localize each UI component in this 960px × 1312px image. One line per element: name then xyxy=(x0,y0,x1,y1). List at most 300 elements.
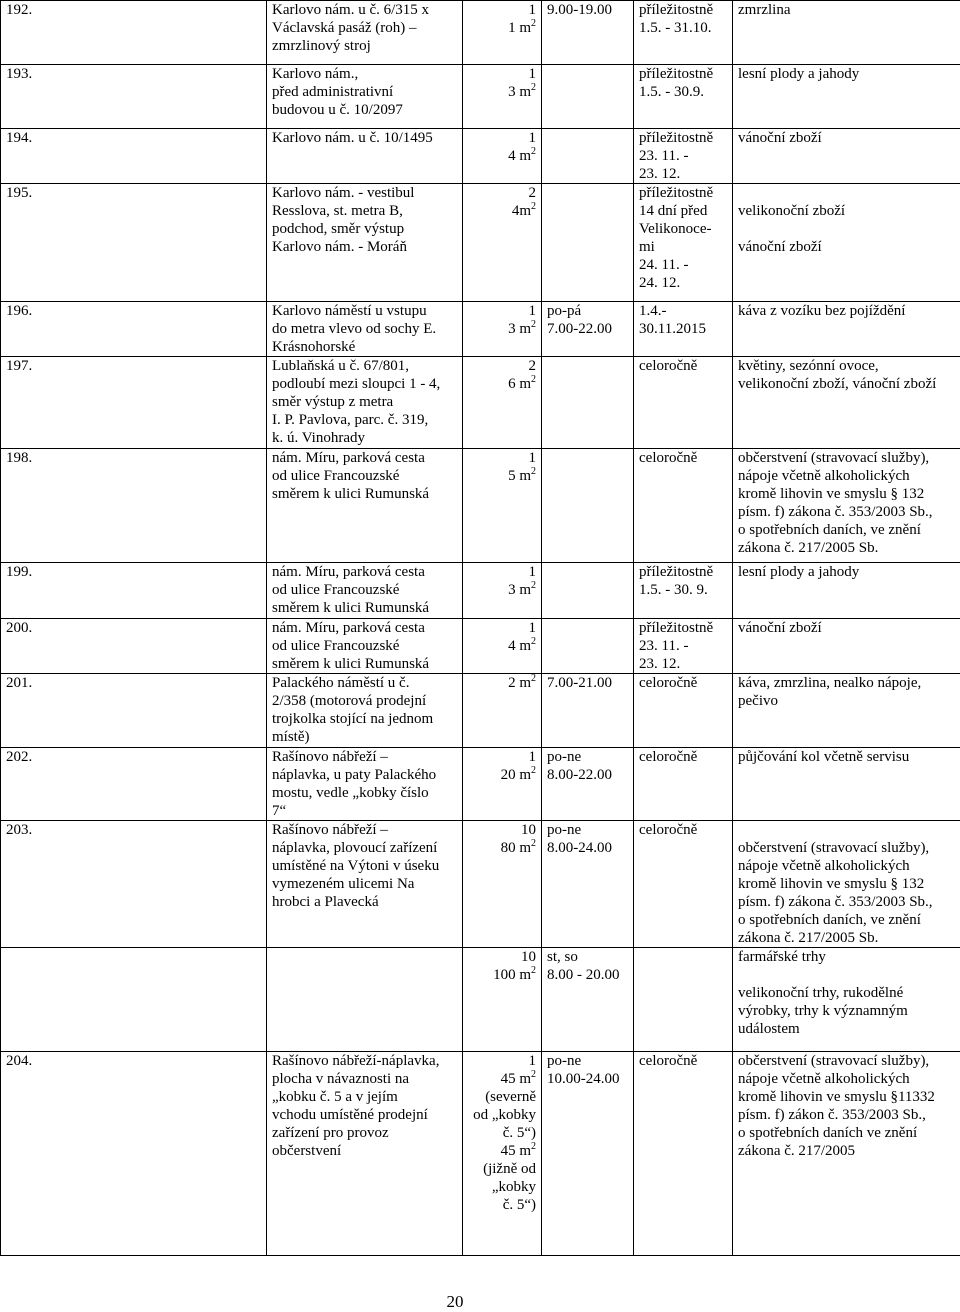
cell-term xyxy=(634,948,733,1052)
time-line: 8.00-22.00 xyxy=(547,767,612,783)
location xyxy=(272,65,457,119)
location-line: mostu, vedle „kobky číslo xyxy=(272,785,429,801)
cell-term xyxy=(634,1052,733,1256)
cell-number xyxy=(1,302,267,357)
location-line: nám. Míru, parková cesta xyxy=(272,450,425,466)
location-line: umístěné na Výtoni v úseku xyxy=(272,858,440,874)
goods-line: pečivo xyxy=(738,693,778,709)
goods-line: káva, zmrzlina, nealko nápoje, xyxy=(738,675,922,691)
location-line: směr výstup z metra xyxy=(272,394,394,410)
area-text: 1 xyxy=(528,66,536,82)
location xyxy=(272,1,457,55)
cell-number xyxy=(1,65,267,129)
area xyxy=(468,1052,536,1214)
cell-term xyxy=(634,129,733,184)
cell-location xyxy=(267,674,463,748)
term xyxy=(639,674,727,692)
location-line: plocha v návaznosti na xyxy=(272,1071,410,1087)
cell-location xyxy=(267,357,463,449)
area-line xyxy=(468,1196,536,1214)
term-line: celoročně xyxy=(639,1053,698,1069)
row-number: 193. xyxy=(6,66,33,82)
table-row xyxy=(1,674,960,748)
area-line xyxy=(468,839,536,857)
location xyxy=(272,563,457,617)
location-line: Karlovo nám. - vestibul xyxy=(272,185,415,201)
location-line: Krásnohorské xyxy=(272,339,356,355)
area xyxy=(468,563,536,599)
term-line: 23. 11. - xyxy=(639,148,689,164)
location-line: Karlovo nám. u č. 10/1495 xyxy=(272,130,433,146)
location xyxy=(272,619,457,673)
cell-location xyxy=(267,619,463,674)
cell-area xyxy=(463,948,542,1052)
cell-location xyxy=(267,449,463,563)
goods xyxy=(738,302,955,320)
location-line: „kobku č. 5 a v jejím xyxy=(272,1089,398,1105)
area xyxy=(468,357,536,393)
cell-number xyxy=(1,184,267,302)
location xyxy=(272,821,457,911)
goods-line xyxy=(738,184,955,202)
area-text: 80 m xyxy=(500,840,531,856)
row-number: 198. xyxy=(6,450,33,466)
area-line xyxy=(468,320,536,338)
goods xyxy=(738,948,955,1038)
cell-goods xyxy=(733,674,960,748)
area-text: 10 xyxy=(521,822,536,838)
location xyxy=(272,302,457,356)
cell-number xyxy=(1,449,267,563)
goods-line: zákona č. 217/2005 Sb. xyxy=(738,930,879,946)
cell-term xyxy=(634,302,733,357)
area-line xyxy=(468,1070,536,1088)
term-line: příležitostně xyxy=(639,2,714,18)
location-line: do metra vlevo od sochy E. xyxy=(272,321,437,337)
term xyxy=(639,129,727,183)
time xyxy=(547,821,628,857)
goods-line: lesní plody a jahody xyxy=(738,66,860,82)
time-line: po-ne xyxy=(547,822,582,838)
table-row xyxy=(1,563,960,619)
goods-line: nápoje včetně alkoholických xyxy=(738,858,910,874)
area-text: 45 m xyxy=(500,1143,531,1159)
area-text: 4 m xyxy=(508,148,531,164)
time-line: 9.00-19.00 xyxy=(547,2,612,18)
term-line: 24. 12. xyxy=(639,275,681,291)
area-text: 5 m xyxy=(508,468,531,484)
location-line: před administrativní xyxy=(272,84,394,100)
term-line: 1.5. - 30.9. xyxy=(639,84,704,100)
goods-line: písm. f) zákon č. 353/2003 Sb., xyxy=(738,1107,926,1123)
area-exponent: 2 xyxy=(531,1141,536,1152)
area-line xyxy=(468,357,536,375)
row-number: 200. xyxy=(6,620,33,636)
area-line xyxy=(468,674,536,692)
area xyxy=(468,948,536,984)
cell-time xyxy=(542,1,634,65)
cell-area xyxy=(463,357,542,449)
term xyxy=(639,65,727,101)
goods xyxy=(738,674,955,710)
cell-term xyxy=(634,449,733,563)
term-line: 1.5. - 30. 9. xyxy=(639,582,708,598)
cell-number xyxy=(1,129,267,184)
row-number: 194. xyxy=(6,130,33,146)
cell-goods xyxy=(733,748,960,821)
time-line: 8.00-24.00 xyxy=(547,840,612,856)
term-line: 1.5. - 31.10. xyxy=(639,20,712,36)
area-text: 2 xyxy=(528,358,536,374)
goods-line: písm. f) zákona č. 353/2003 Sb., xyxy=(738,504,933,520)
area-text: 1 xyxy=(528,620,536,636)
goods-line: zákona č. 217/2005 Sb. xyxy=(738,540,879,556)
time-line: 8.00 - 20.00 xyxy=(547,967,620,983)
cell-location xyxy=(267,65,463,129)
cell-term xyxy=(634,619,733,674)
term-line: příležitostně xyxy=(639,130,714,146)
cell-term xyxy=(634,748,733,821)
area-text: 1 xyxy=(528,303,536,319)
goods-line: káva z vozíku bez pojíždění xyxy=(738,303,906,319)
area xyxy=(468,65,536,101)
area-line xyxy=(468,563,536,581)
area-text: 6 m xyxy=(508,376,531,392)
area-line xyxy=(468,1142,536,1160)
location xyxy=(272,1052,457,1160)
location-line: zmrzlinový stroj xyxy=(272,38,371,54)
goods-line: vánoční zboží xyxy=(738,620,822,636)
cell-time xyxy=(542,65,634,129)
area-text: č. 5“) xyxy=(502,1197,536,1213)
goods-line: kromě lihovin ve smyslu §11332 xyxy=(738,1089,935,1105)
cell-area xyxy=(463,184,542,302)
location-line: náplavka, u paty Palackého xyxy=(272,767,437,783)
location-line: místě) xyxy=(272,729,310,745)
location-line: trojkolka stojící na jednom xyxy=(272,711,434,727)
cell-location xyxy=(267,1052,463,1256)
area-line xyxy=(468,1160,536,1178)
goods-line: lesní plody a jahody xyxy=(738,564,860,580)
table-row xyxy=(1,821,960,948)
row-number: 199. xyxy=(6,564,33,580)
term xyxy=(639,449,727,467)
cell-term xyxy=(634,1,733,65)
goods-line: o spotřebních daních, ve znění xyxy=(738,522,921,538)
location-line: Karlovo nám. - Moráň xyxy=(272,239,407,255)
area-line xyxy=(468,581,536,599)
area-exponent: 2 xyxy=(531,636,536,647)
cell-location xyxy=(267,563,463,619)
goods-line: zmrzlina xyxy=(738,2,791,18)
area-text: 1 xyxy=(528,1053,536,1069)
location-line: Rašínovo nábřeží – xyxy=(272,822,388,838)
goods-line: zákona č. 217/2005 xyxy=(738,1143,856,1159)
table-row xyxy=(1,65,960,129)
goods xyxy=(738,619,955,637)
goods-line: událostem xyxy=(738,1021,800,1037)
area-text: 1 m xyxy=(508,20,531,36)
goods-line xyxy=(738,966,955,984)
area-line xyxy=(468,748,536,766)
location-line: vchodu umístěné prodejní xyxy=(272,1107,428,1123)
goods-line: vánoční zboží xyxy=(738,239,822,255)
cell-time xyxy=(542,449,634,563)
cell-location xyxy=(267,302,463,357)
cell-term xyxy=(634,821,733,948)
cell-number xyxy=(1,619,267,674)
goods-line: občerstvení (stravovací služby), xyxy=(738,450,930,466)
cell-location xyxy=(267,748,463,821)
cell-area xyxy=(463,1052,542,1256)
area-line xyxy=(468,637,536,655)
cell-area xyxy=(463,449,542,563)
goods-line: půjčování kol včetně servisu xyxy=(738,749,910,765)
goods-line: občerstvení (stravovací služby), xyxy=(738,1053,930,1069)
location xyxy=(272,748,457,820)
page-number: 20 xyxy=(446,1292,464,1311)
term-line: celoročně xyxy=(639,450,698,466)
cell-term xyxy=(634,65,733,129)
cell-location xyxy=(267,184,463,302)
time xyxy=(547,748,628,784)
location-line: nám. Míru, parková cesta xyxy=(272,620,425,636)
area-line xyxy=(468,766,536,784)
area-text: 1 xyxy=(528,130,536,146)
location-line: směrem k ulici Rumunská xyxy=(272,486,430,502)
table-row xyxy=(1,748,960,821)
term-line: příležitostně xyxy=(639,620,714,636)
area-text: 1 xyxy=(528,450,536,466)
location-line: od ulice Francouzské xyxy=(272,468,400,484)
goods-line: farmářské trhy xyxy=(738,949,826,965)
area-text: 2 m xyxy=(508,675,531,691)
row-number: 197. xyxy=(6,358,33,374)
table-row xyxy=(1,302,960,357)
area-text: 4m xyxy=(511,203,531,219)
area-exponent: 2 xyxy=(531,374,536,385)
area-text: (severně xyxy=(485,1089,536,1105)
area-exponent: 2 xyxy=(531,965,536,976)
row-number: 202. xyxy=(6,749,33,765)
area-text: od „kobky xyxy=(473,1107,536,1123)
area-text: č. 5“) xyxy=(502,1125,536,1141)
goods-line: květiny, sezónní ovoce, xyxy=(738,358,879,374)
area-text: 1 xyxy=(528,2,536,18)
area-text: 45 m xyxy=(500,1071,531,1087)
location-line: Rašínovo nábřeží-náplavka, xyxy=(272,1053,440,1069)
time-line: 10.00-24.00 xyxy=(547,1071,620,1087)
area xyxy=(468,184,536,220)
goods-line: nápoje včetně alkoholických xyxy=(738,468,910,484)
area-exponent: 2 xyxy=(531,201,536,212)
cell-time xyxy=(542,748,634,821)
cell-time xyxy=(542,563,634,619)
area xyxy=(468,821,536,857)
goods xyxy=(738,1,955,19)
location-line: směrem k ulici Rumunská xyxy=(272,656,430,672)
location-line: směrem k ulici Rumunská xyxy=(272,600,430,616)
area-text: 10 xyxy=(521,949,536,965)
area xyxy=(468,674,536,692)
table-row xyxy=(1,948,960,1052)
location-line: 7“ xyxy=(272,803,287,819)
cell-number xyxy=(1,357,267,449)
term-line: celoročně xyxy=(639,358,698,374)
term-line: mi xyxy=(639,239,655,255)
area-line xyxy=(468,302,536,320)
cell-location xyxy=(267,1,463,65)
time-line: po-ne xyxy=(547,1053,582,1069)
cell-goods xyxy=(733,65,960,129)
location-line: náplavka, plovoucí zařízení xyxy=(272,840,438,856)
term-line: příležitostně xyxy=(639,185,714,201)
goods-line: velikonoční zboží, vánoční zboží xyxy=(738,376,937,392)
cell-goods xyxy=(733,619,960,674)
time xyxy=(547,302,628,338)
cell-area xyxy=(463,129,542,184)
row-number: 203. xyxy=(6,822,33,838)
area xyxy=(468,302,536,338)
area xyxy=(468,748,536,784)
row-number: 196. xyxy=(6,303,33,319)
term-line: 30.11.2015 xyxy=(639,321,706,337)
location-line: k. ú. Vinohrady xyxy=(272,430,365,446)
area-exponent: 2 xyxy=(531,765,536,776)
term xyxy=(639,748,727,766)
location xyxy=(272,184,457,256)
area-exponent: 2 xyxy=(531,18,536,29)
term-line: 23. 12. xyxy=(639,656,681,672)
cell-goods xyxy=(733,821,960,948)
goods-line: velikonoční zboží xyxy=(738,203,846,219)
time-line: 7.00-22.00 xyxy=(547,321,612,337)
cell-area xyxy=(463,65,542,129)
goods-line: velikonoční trhy, rukodělné xyxy=(738,985,904,1001)
location-line: Václavská pasáž (roh) – xyxy=(272,20,417,36)
cell-number xyxy=(1,674,267,748)
goods xyxy=(738,65,955,83)
row-number: 192. xyxy=(6,2,33,18)
cell-area xyxy=(463,563,542,619)
location xyxy=(272,449,457,503)
goods xyxy=(738,1052,955,1160)
term-line: celoročně xyxy=(639,749,698,765)
location-line: od ulice Francouzské xyxy=(272,582,400,598)
location-line: budovou u č. 10/2097 xyxy=(272,102,403,118)
area-text: 1 xyxy=(528,749,536,765)
table-row xyxy=(1,1052,960,1256)
area-exponent: 2 xyxy=(531,146,536,157)
cell-number xyxy=(1,748,267,821)
cell-number xyxy=(1,948,267,1052)
area-line xyxy=(468,83,536,101)
goods-line: nápoje včetně alkoholických xyxy=(738,1071,910,1087)
cell-term xyxy=(634,184,733,302)
cell-area xyxy=(463,821,542,948)
goods-line: o spotřebních daních ve znění xyxy=(738,1125,918,1141)
area-text: 3 m xyxy=(508,582,531,598)
term xyxy=(639,184,727,292)
table-row xyxy=(1,449,960,563)
area-line xyxy=(468,202,536,220)
area-line xyxy=(468,19,536,37)
location-line: občerstvení xyxy=(272,1143,342,1159)
cell-time xyxy=(542,184,634,302)
area xyxy=(468,129,536,165)
area-line xyxy=(468,467,536,485)
goods xyxy=(738,449,955,557)
location-line: Karlovo nám. u č. 6/315 x xyxy=(272,2,430,18)
goods xyxy=(738,563,955,581)
location xyxy=(272,129,457,147)
goods-line xyxy=(738,220,955,238)
time-line: st, so xyxy=(547,949,578,965)
term-line: celoročně xyxy=(639,675,698,691)
time-line: 7.00-21.00 xyxy=(547,675,612,691)
area-text: (jižně od xyxy=(483,1161,536,1177)
cell-area xyxy=(463,748,542,821)
time-line: po-pá xyxy=(547,303,582,319)
area-line xyxy=(468,948,536,966)
area-text: 1 xyxy=(528,564,536,580)
area-line xyxy=(468,1106,536,1124)
time-line: po-ne xyxy=(547,749,582,765)
term-line: 1.4.- xyxy=(639,303,667,319)
area-line xyxy=(468,1052,536,1070)
area-line xyxy=(468,184,536,202)
cell-time xyxy=(542,302,634,357)
area-line xyxy=(468,65,536,83)
row-number: 204. xyxy=(6,1053,33,1069)
goods-line: výrobky, trhy k významným xyxy=(738,1003,908,1019)
area-text: 4 m xyxy=(508,638,531,654)
goods-line: o spotřebních daních, ve znění xyxy=(738,912,921,928)
cell-time xyxy=(542,948,634,1052)
location-line: Lublaňská u č. 67/801, xyxy=(272,358,410,374)
cell-goods xyxy=(733,184,960,302)
location-line: nám. Míru, parková cesta xyxy=(272,564,425,580)
cell-time xyxy=(542,619,634,674)
goods-line: vánoční zboží xyxy=(738,130,822,146)
location-line: Palackého náměstí u č. xyxy=(272,675,410,691)
cell-time xyxy=(542,1052,634,1256)
location-line: 2/358 (motorová prodejní xyxy=(272,693,427,709)
cell-area xyxy=(463,674,542,748)
area-exponent: 2 xyxy=(531,466,536,477)
table-row xyxy=(1,1,960,65)
term-line: 23. 11. - xyxy=(639,638,689,654)
area-text: „kobky xyxy=(491,1179,536,1195)
cell-term xyxy=(634,563,733,619)
table-row xyxy=(1,357,960,449)
area-line xyxy=(468,375,536,393)
area-line xyxy=(468,966,536,984)
area-line xyxy=(468,1,536,19)
cell-area xyxy=(463,619,542,674)
cell-goods xyxy=(733,129,960,184)
location-line: Karlovo nám., xyxy=(272,66,359,82)
term-line: Velikonoce- xyxy=(639,221,712,237)
area-line xyxy=(468,129,536,147)
goods xyxy=(738,821,955,947)
cell-location xyxy=(267,821,463,948)
term xyxy=(639,619,727,673)
time xyxy=(547,1052,628,1088)
time xyxy=(547,1,628,19)
table-row xyxy=(1,619,960,674)
cell-goods xyxy=(733,563,960,619)
